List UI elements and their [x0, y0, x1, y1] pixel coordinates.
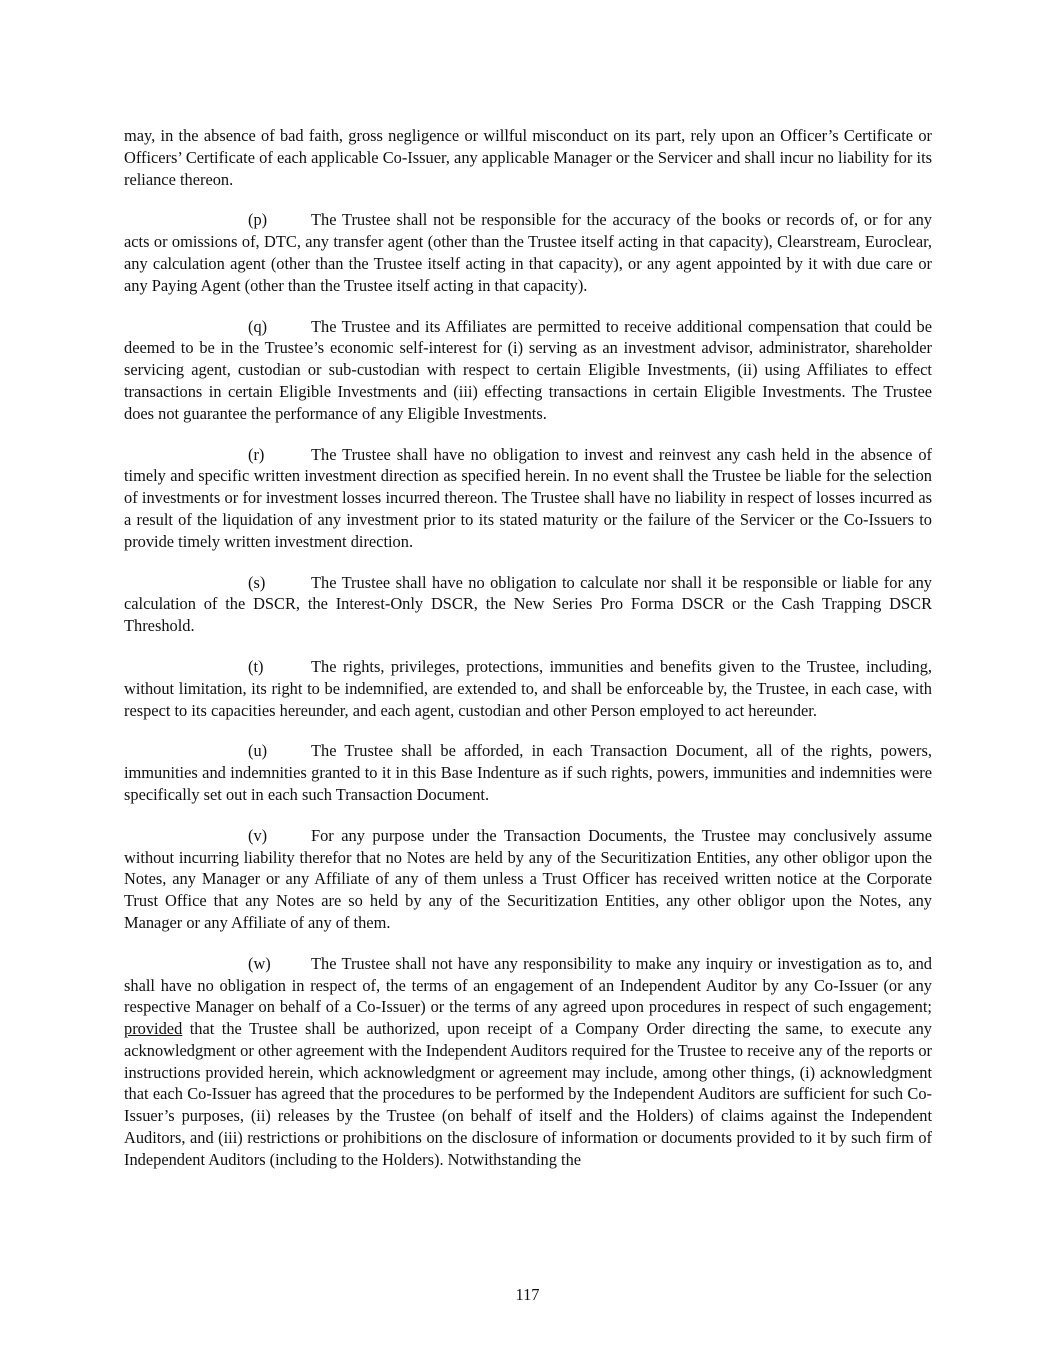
paragraph-label: (v): [248, 825, 268, 845]
paragraph-text: The Trustee shall have no obligation to invest and reinvest any cash held in the absence of timely and specific written investment direction as specified herein. In no event shall the Trustee be liable for the selection of investments or for investment losses incurred thereon. The Trustee shall have no liability in respect of losses incurred as a result of the liquidation of any investment prior to its stated maturity or the failure of the Servicer or the Co-Issuers to provide timely written investment direction.: [124, 444, 932, 551]
paragraph-label: (p): [248, 210, 268, 230]
paragraph-text-after: that the Trustee shall be authorized, upon receipt of a Company Order directing the same, to execute any acknowledgment or other agreement with the Independent Auditors required for the Trustee to receive any of the reports or instructions provided herein, which acknowledgment or agreement may include, among other things, (i) acknowledgment that each Co-Issuer has agreed that the procedures to be performed by the Independent Auditors are sufficient for such Co-Issuer’s purposes, (ii) releases by the Trustee (on behalf of itself and the Holders) of claims against the Independent Auditors, and (iii) restrictions or prohibitions on the disclosure of information or documents provided to it by such firm of Independent Auditors (including to the Holders). Notwithstanding the: [124, 1019, 932, 1169]
page-number: 117: [515, 1285, 540, 1304]
paragraph-label: (t): [248, 656, 264, 676]
paragraph-label: (w): [248, 953, 271, 973]
paragraph-text: The Trustee shall not be responsible for the accuracy of the books or records of, or for any acts or omissions of, DTC, any transfer agent (other than the Trustee itself acting in that capacity), Clearstream, Euroclear, any calculation agent (other than the Trustee itself acting in that capacity), or any agent appointed by it with due care or any Paying Agent (other than the Trustee itself acting in that capacity).: [124, 210, 932, 295]
paragraph-u: [124, 740, 932, 805]
paragraph-text: The rights, privileges, protections, immunities and benefits given to the Trustee, including, without limitation, its right to be indemnified, are extended to, and shall be enforceable by, the Trustee, in each case, with respect to its capacities hereunder, and each agent, custodian and other Person employed to act hereunder.: [124, 656, 932, 720]
opening-paragraph: may, in the absence of bad faith, gross negligence or willful misconduct on its part, rely upon an Officer’s Certificate or Officers’ Certificate of each applicable Co-Issuer, any applicable Manager or the Servicer and shall incur no liability for its reliance thereon.: [124, 126, 932, 189]
paragraph-text: For any purpose under the Transaction Documents, the Trustee may conclusively assume without incurring liability therefor that no Notes are held by any of the Securitization Entities, any other obligor upon the Notes, any Manager or any Affiliate of any of them unless a Trust Officer has received written notice at the Corporate Trust Office that any Notes are so held by any of the Securitization Entities, any other obligor upon the Notes, any Manager or any Affiliate of any of them.: [124, 825, 932, 932]
paragraph-text-before: The Trustee shall not have any responsibility to make any inquiry or investigation as to, and shall have no obligation in respect of, the terms of an engagement of an Independent Auditor by any Co-Issuer (or any respective Manager on behalf of a Co-Issuer) or the terms of any agreed upon procedures in respect of such engagement;: [124, 953, 932, 1017]
paragraph-v: [124, 825, 932, 934]
paragraph-label: (r): [248, 444, 265, 464]
provided-underlined: provided: [124, 1019, 183, 1039]
paragraph-r: [124, 444, 932, 553]
paragraph-q: [124, 316, 932, 425]
paragraph-w: [124, 953, 932, 1171]
paragraph-text: The Trustee and its Affiliates are permitted to receive additional compensation that could be deemed to be in the Trustee’s economic self-interest for (i) serving as an investment advisor, administrator, shareholder servicing agent, custodian or sub-custodian with respect to certain Eligible Investments, (ii) using Affiliates to effect transactions in certain Eligible Investments and (iii) effecting transactions in certain Eligible Investments. The Trustee does not guarantee the performance of any Eligible Investments.: [124, 316, 932, 423]
paragraph-label: (s): [248, 572, 266, 592]
paragraph-label: (q): [248, 316, 268, 336]
paragraph-text: The Trustee shall have no obligation to calculate nor shall it be responsible or liable for any calculation of the DSCR, the Interest-Only DSCR, the New Series Pro Forma DSCR or the Cash Trapping DSCR Threshold.: [124, 572, 932, 636]
paragraph-s: [124, 572, 932, 637]
paragraph-label: (u): [248, 741, 268, 761]
paragraph-p: [124, 209, 932, 296]
paragraph-text: The Trustee shall be afforded, in each Transaction Document, all of the rights, powers, immunities and indemnities granted to it in this Base Indenture as if such rights, powers, immunities and indemnities were specifically set out in each such Transaction Document.: [124, 741, 932, 804]
paragraph-t: [124, 656, 932, 721]
document-page: [124, 125, 932, 1190]
